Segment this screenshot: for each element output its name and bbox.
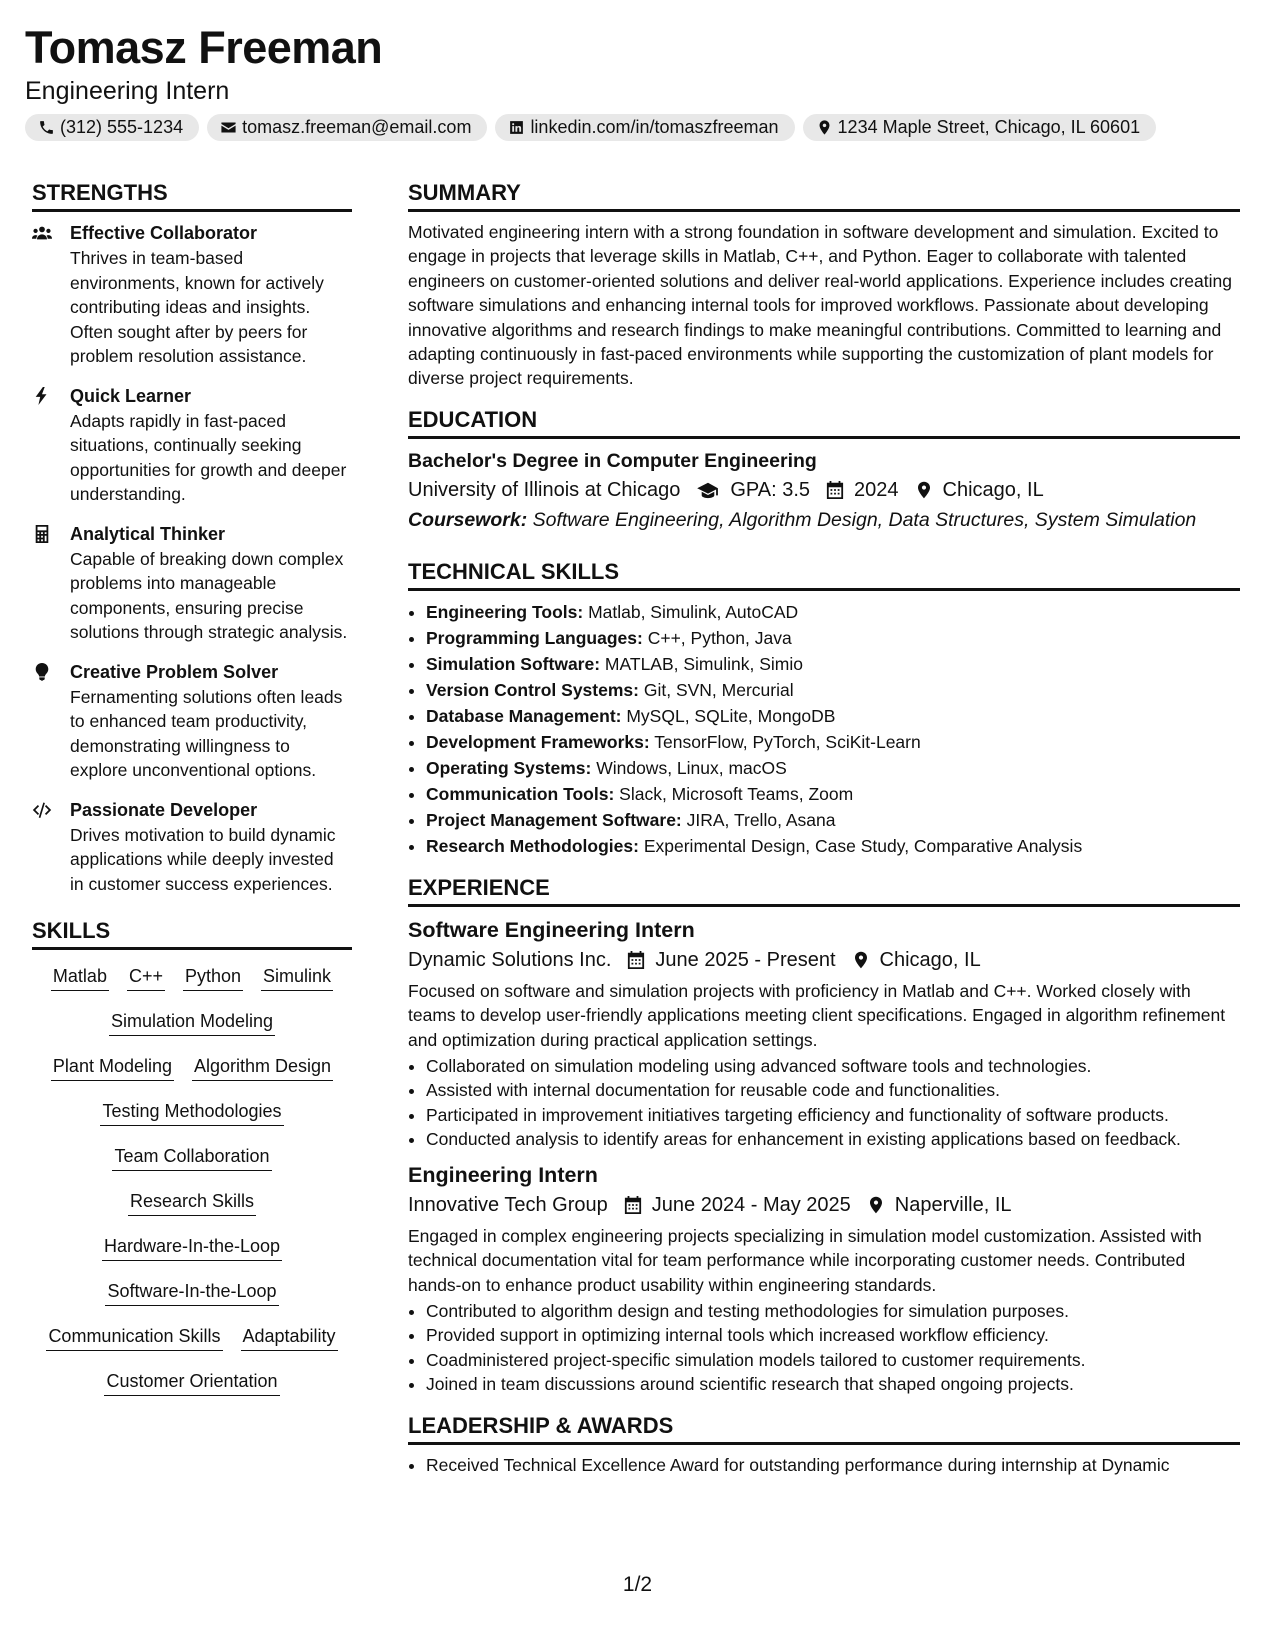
skill-values: MySQL, SQLite, MongoDB: [626, 705, 836, 726]
skill-tag: Communication Skills: [46, 1324, 222, 1351]
list-item: [426, 729, 1240, 755]
list-item: [426, 833, 1240, 859]
calendar-icon: [826, 481, 844, 499]
skill-tag: Matlab: [51, 964, 109, 991]
job-meta: [408, 1190, 1240, 1220]
skills-heading: SKILLS: [32, 916, 352, 950]
skill-values: Windows, Linux, macOS: [596, 757, 787, 778]
list-item: • Contributed to algorithm design and testing methodologies for simulation purposes.: [426, 1299, 1240, 1323]
skill-values: C++, Python, Java: [647, 627, 792, 648]
job-title: Software Engineering Intern: [408, 917, 695, 942]
coursework: [408, 505, 1240, 535]
strength-item: [32, 659, 352, 783]
gpa: GPA: 3.5: [730, 478, 811, 501]
graduation-year: 2024: [854, 478, 899, 501]
contact-address: [803, 114, 1157, 141]
list-item: • Assisted with internal documentation for reusable code and functionalities.: [426, 1078, 1240, 1102]
strength-title: Quick Learner: [70, 385, 192, 406]
school-name: University of Illinois at Chicago: [408, 478, 681, 501]
school-location: Chicago, IL: [942, 478, 1044, 501]
list-item: • Coadministered project-specific simulation models tailored to customer requirements.: [426, 1348, 1240, 1372]
skill-row: [32, 1273, 352, 1318]
list-item: [426, 807, 1240, 833]
degree-title: Bachelor's Degree in Computer Engineering: [408, 449, 817, 472]
skill-values: Git, SVN, Mercurial: [643, 679, 794, 700]
skill-tag: Research Skills: [128, 1189, 256, 1216]
skill-tag: Customer Orientation: [104, 1369, 279, 1396]
skill-tag: Simulation Modeling: [109, 1009, 275, 1036]
map-pin-icon: [852, 951, 870, 969]
strength-title: Effective Collaborator: [70, 223, 258, 243]
contact-phone[interactable]: [25, 114, 199, 141]
strength-desc: Capable of breaking down complex problems into manageable components, ensuring precise solutions through strategic analysis.: [70, 548, 348, 642]
skill-values: Slack, Microsoft Teams, Zoom: [619, 783, 854, 804]
skill-category: Simulation Software:: [426, 653, 601, 674]
skill-category: Research Methodologies:: [426, 835, 639, 856]
contact-linkedin[interactable]: [495, 114, 794, 141]
calculator-icon: [32, 525, 52, 543]
leadership-list: [408, 1453, 1240, 1477]
strength-desc: Adapts rapidly in fast-paced situations, continually seeking opportunities for growth and deeper understanding.: [70, 410, 347, 504]
skill-values: TensorFlow, PyTorch, SciKit-Learn: [654, 731, 921, 752]
code-icon: [32, 801, 52, 819]
map-pin-icon: [915, 481, 933, 499]
company-name: Innovative Tech Group: [408, 1193, 608, 1216]
phone-icon: [38, 119, 55, 136]
envelope-icon: [220, 119, 237, 136]
job-title: Engineering Intern: [408, 1162, 598, 1187]
list-item: • Received Technical Excellence Award for outstanding performance during internship at Dynamic: [426, 1453, 1240, 1477]
skill-category: Programming Languages:: [426, 627, 643, 648]
job-description: Focused on software and simulation projects with proficiency in Matlab and C++. Worked closely with teams to develop user-friendly applications meeting client specifications. Engaged in algorithm refinement and optimization during practical application settings.: [408, 980, 1226, 1050]
skill-tag: Testing Methodologies: [100, 1099, 283, 1126]
skill-row: [32, 1138, 352, 1183]
contact-bar: [25, 114, 1245, 141]
skill-row: [32, 1228, 352, 1273]
list-item: [426, 599, 1240, 625]
coursework-list: Software Engineering, Algorithm Design, Data Structures, System Simulation: [532, 508, 1197, 531]
strength-title: Creative Problem Solver: [70, 661, 279, 682]
skill-tag: Hardware-In-the-Loop: [102, 1234, 282, 1261]
strength-desc: Drives motivation to build dynamic applications while deeply invested in customer success experiences.: [70, 824, 336, 894]
calendar-icon: [627, 951, 645, 969]
list-item: [426, 625, 1240, 651]
company-name: Dynamic Solutions Inc.: [408, 948, 612, 971]
job-dates: June 2025 - Present: [655, 948, 836, 971]
calendar-icon: [624, 1196, 642, 1214]
list-item: [426, 781, 1240, 807]
skill-category: Project Management Software:: [426, 809, 682, 830]
job-location: Naperville, IL: [894, 1193, 1012, 1216]
skill-row: [32, 1093, 352, 1138]
bolt-icon: [32, 387, 52, 405]
linkedin-icon: [508, 119, 525, 136]
resume-header: [25, 20, 1245, 141]
strength-desc: Thrives in team-based environments, known for actively contributing ideas and insights. Often sought after by peers for problem resolution assistance.: [70, 248, 324, 366]
contact-phone-text: (312) 555-1234: [60, 117, 184, 137]
strengths-heading: STRENGTHS: [32, 178, 352, 212]
technical-skills-list: [408, 599, 1240, 859]
skill-tag: Software-In-the-Loop: [105, 1279, 278, 1306]
list-item: • Conducted analysis to identify areas for enhancement in existing applications based on feedback.: [426, 1127, 1240, 1151]
skill-tag: Team Collaboration: [112, 1144, 271, 1171]
leadership-heading: LEADERSHIP & AWARDS: [408, 1411, 1240, 1445]
skill-values: MATLAB, Simulink, Simio: [604, 653, 803, 674]
lightbulb-icon: [32, 663, 52, 681]
coursework-label: Coursework:: [408, 508, 528, 531]
list-item: [426, 677, 1240, 703]
skill-tag: Algorithm Design: [192, 1054, 333, 1081]
page-number: 1/2: [622, 1573, 653, 1596]
job-entry: [408, 1160, 1240, 1397]
job-bullets: [408, 1054, 1240, 1152]
skill-tag: Simulink: [261, 964, 333, 991]
users-icon: [32, 224, 52, 242]
summary-heading: SUMMARY: [408, 178, 1240, 212]
contact-address-text: 1234 Maple Street, Chicago, IL 60601: [837, 117, 1141, 137]
graduation-cap-icon: [696, 481, 720, 499]
skill-category: Development Frameworks:: [426, 731, 650, 752]
strength-title: Analytical Thinker: [70, 523, 226, 544]
skill-category: Version Control Systems:: [426, 679, 639, 700]
skill-row: [32, 1048, 352, 1093]
strength-item: [32, 383, 352, 507]
skill-tag: Adaptability: [241, 1324, 338, 1351]
skill-values: JIRA, Trello, Asana: [686, 809, 836, 830]
education-meta: [408, 475, 1240, 505]
skill-category: Communication Tools:: [426, 783, 615, 804]
map-pin-icon: [867, 1196, 885, 1214]
left-column: [32, 178, 352, 1408]
list-item: [426, 703, 1240, 729]
strength-item: [32, 220, 352, 369]
skill-row: [32, 1363, 352, 1408]
right-column: [408, 178, 1240, 1477]
map-pin-icon: [816, 119, 833, 136]
skill-tag: Plant Modeling: [51, 1054, 174, 1081]
skill-row: [32, 1003, 352, 1048]
job-dates: June 2024 - May 2025: [651, 1193, 851, 1216]
skill-category: Database Management:: [426, 705, 622, 726]
skill-values: Experimental Design, Case Study, Comparative Analysis: [643, 835, 1083, 856]
strength-title: Passionate Developer: [70, 799, 258, 820]
candidate-name: Tomasz Freeman: [25, 22, 383, 73]
contact-email[interactable]: [207, 114, 487, 141]
list-item: [426, 651, 1240, 677]
technical-skills-heading: TECHNICAL SKILLS: [408, 557, 1240, 591]
skill-category: Engineering Tools:: [426, 601, 584, 622]
job-entry: [408, 915, 1240, 1152]
list-item: • Collaborated on simulation modeling using advanced software tools and technologies.: [426, 1054, 1240, 1078]
job-bullets: [408, 1299, 1240, 1397]
skill-row: [32, 958, 352, 1003]
strength-item: [32, 797, 352, 897]
skill-tag: Python: [183, 964, 243, 991]
job-meta: [408, 945, 1240, 975]
list-item: • Provided support in optimizing internal tools which increased workflow efficiency.: [426, 1323, 1240, 1347]
skills-section: [32, 916, 352, 1408]
list-item: • Joined in team discussions around scientific research that shaped ongoing projects.: [426, 1372, 1240, 1396]
contact-email-text: tomasz.freeman@email.com: [242, 117, 472, 137]
skill-row: [32, 1318, 352, 1363]
skill-row: [32, 1183, 352, 1228]
candidate-role: Engineering Intern: [25, 77, 230, 105]
skill-tag: C++: [127, 964, 165, 991]
strength-desc: Fernamenting solutions often leads to enhanced team productivity, demonstrating willingness to explore unconventional options.: [70, 686, 343, 780]
skill-values: Matlab, Simulink, AutoCAD: [588, 601, 799, 622]
list-item: • Participated in improvement initiatives targeting efficiency and functionality of software products.: [426, 1103, 1240, 1127]
education-heading: EDUCATION: [408, 405, 1240, 439]
skill-tag-list: [32, 958, 352, 1408]
strength-item: [32, 521, 352, 645]
contact-linkedin-text: linkedin.com/in/tomaszfreeman: [530, 117, 779, 137]
job-location: Chicago, IL: [879, 948, 981, 971]
list-item: [426, 755, 1240, 781]
experience-heading: EXPERIENCE: [408, 873, 1240, 907]
summary-text: Motivated engineering intern with a strong foundation in software development and simulation. Excited to engage in projects that leverage skills in Matlab, C++, and Python. Eager to collaborate with talented engineers on customer-oriented solutions and deliver real-world applications. Experience includes creating software simulations and enhancing internal tools for improved workflows. Passionate about developing innovative algorithms and research findings to make meaningful contributions. Committed to learning and adapting continuously in fast-paced environments while supporting the customization of plant models for diverse project requirements.: [408, 222, 1232, 389]
skill-category: Operating Systems:: [426, 757, 592, 778]
job-description: Engaged in complex engineering projects specializing in simulation model customization. Assisted with technical documentation vital for team performance while incorporating customer needs. Contributed hands-on to enhance product usability within engineering standards.: [408, 1225, 1202, 1295]
